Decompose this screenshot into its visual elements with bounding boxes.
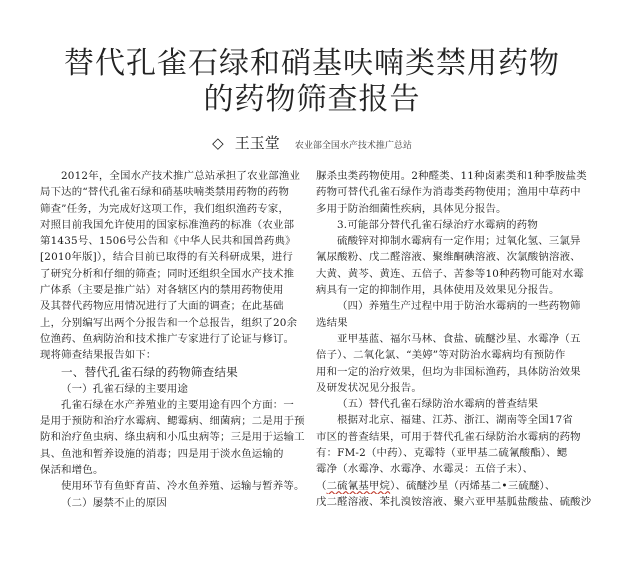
body-line: 大黄、黄芩、黄连、五倍子、苦参等10种药物可能对水霉: [316, 267, 584, 280]
body-line: 保活和增色。: [40, 464, 104, 477]
body-line: 药物可替代孔雀石绿作为消毒类药物使用；渔用中草药中: [316, 186, 581, 199]
subsection-heading: （五）替代孔雀石绿防治水霉病的普查结果: [337, 398, 539, 411]
body-line: 孔雀石绿在水产养殖业的主要用途有四个方面：一: [61, 398, 294, 411]
title-line-1: 替代孔雀石绿和硝基呋喃类禁用药物: [64, 46, 560, 81]
body-line: 氰尿酸粉、戊二醛溶液、聚维酮碘溶液、次氯酸钠溶液、: [316, 251, 581, 264]
body-line: 有：FM-2（中药）、克霉特（亚甲基二硫氰酸酯）、鳃: [316, 447, 568, 460]
body-line: 亚甲基蓝、福尔马林、食盐、硫醚沙星、水霉净（五: [337, 332, 581, 345]
subsection-heading: （四）养殖生产过程中用于防治水霉病的一些药物筛: [337, 300, 581, 313]
body-line: [2010年版]），结合目前已取得的有关科研成果，进行: [40, 251, 293, 264]
subsection-heading: （二）屡禁不止的原因: [61, 496, 167, 509]
byline: [0, 132, 624, 153]
body-line: 防和治疗鱼虫病、绦虫病和小瓜虫病等；三是用于运输工: [40, 431, 305, 444]
body-line: 是用于预防和治疗水霉病、鳃霉病、细菌病；二是用于预: [40, 415, 305, 428]
body-line: 了研究分析和仔细的筛查；同时还组织全国水产技术推: [40, 267, 295, 280]
body-line: 上，分别编写出两个分报告和一个总报告，组织了20余: [40, 316, 298, 329]
body-line: 市区的普查结果，可用于替代孔雀石绿防治水霉病的药物: [316, 430, 581, 443]
body-line: 使用环节有鱼虾育苗、冷水鱼养殖、运输与暂养等。: [61, 480, 305, 493]
body-line: 及其替代药物应用情况进行了大面的调查；在此基础: [40, 300, 284, 313]
body-line: 多用于防治细菌性疾病，具体见分报告。: [316, 202, 507, 215]
subsection-heading: （一）孔雀石绿的主要用途: [61, 382, 189, 395]
body-line: 硫酸锌对抑制水霉病有一定作用；过氧化氢、三氯异: [337, 235, 581, 248]
body-line: 倍子）、二氧化氯、“美婷”等对防治水霉病均有预防作: [316, 349, 566, 362]
body-line: 及研发状况见分报告。: [316, 381, 422, 394]
body-line: 现将筛查结果报告如下：: [40, 349, 157, 362]
body-line: 广体系（主要是推广站）对各辖区内的禁用药物使用: [40, 284, 284, 297]
wavy-underlined-term: 二硫氰基甲烷: [326, 479, 391, 492]
author-name: 王玉堂: [234, 134, 280, 152]
body-line: 第1435号、1506号公告和《中华人民共和国兽药典》: [40, 235, 296, 248]
body-line: 筛查”任务，为完成好这项工作，我们组织渔药专家，: [40, 202, 290, 215]
numbered-heading: 3.可能部分替代孔雀石绿治疗水霉病的药物: [337, 218, 538, 231]
subsection-heading-cont: 选结果: [316, 316, 348, 329]
body-text: 、硫醚沙星（丙烯基二•三硫醚）、: [395, 479, 556, 492]
body-line: 位渔药、鱼病防治和技术推广专家进行了论证与修订。: [40, 332, 295, 345]
body-line: 病具有一定的抑制作用，具体使用及效果见分报告。: [316, 284, 560, 297]
body-line: 霉净（水霉净、水霉净、水霉灵：五倍子末）、: [316, 463, 534, 476]
body-line: 根据对北京、福建、江苏、浙江、湖南等全国17省: [337, 414, 574, 427]
body-line: 脲杀虫类药物使用。2种醛类、11种卤素类和1种季胺盐类: [316, 170, 587, 182]
title-line-2: 的药物筛查报告: [203, 82, 421, 117]
body-line: （二硫氰基甲烷）、硫醚沙星（丙烯基二•三硫醚）、: [316, 479, 556, 492]
diamond-icon: ◇: [212, 134, 224, 152]
body-line: 用和一定的治疗效果，但均为非国标渔药，具体防治效果: [316, 365, 581, 378]
body-line: 对照目前我国允许使用的国家标准渔药的标准（农业部: [40, 218, 295, 231]
body-line: 局下达的“替代孔雀石绿和硝基呋喃类禁用药物的药物: [40, 186, 290, 199]
article-title: [0, 46, 624, 118]
section-heading: 一、替代孔雀石绿的药物筛查结果: [61, 364, 238, 379]
body-line: 具、鱼池和暂养设施的消毒；四是用于淡水鱼运输的: [40, 447, 284, 460]
right-column: [316, 168, 600, 510]
body-line: 戊二醛溶液、苯扎溴铵溶液、聚六亚甲基胍盐酸盐、硫酸沙: [316, 495, 592, 508]
body-line: 2012年，全国水产技术推广总站承担了农业部渔业: [61, 170, 301, 182]
author-affiliation: 农业部全国水产技术推广总站: [294, 141, 412, 151]
left-column: [40, 168, 316, 511]
